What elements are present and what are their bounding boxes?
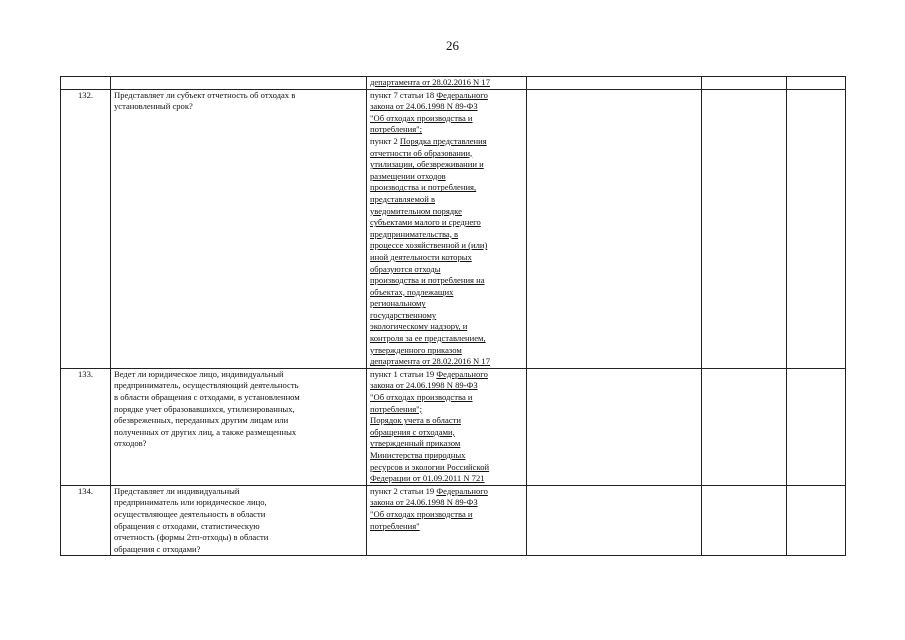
legal-reference-link[interactable]: закона от 24.06.1998 N 89-ФЗ [370, 380, 478, 391]
legal-basis-line [370, 240, 523, 252]
legal-basis-line [370, 333, 523, 345]
question-line: полученных от других лиц, а также размещенных [114, 426, 297, 437]
legal-reference-link[interactable]: закона от 24.06.1998 N 89-ФЗ [370, 101, 478, 112]
question-line: обезвреженных, переданных другим лицам или [114, 415, 289, 426]
legal-reference-link[interactable]: Порядка представления [399, 135, 487, 146]
table-row [61, 77, 846, 90]
empty-cell-a [702, 485, 787, 556]
row-number: 133. [61, 368, 111, 485]
legal-reference-link[interactable]: потребления" [370, 520, 420, 531]
question-line: обращения с отходами? [114, 543, 201, 554]
question-line: установленный срок? [114, 101, 193, 112]
legal-reference-link[interactable]: уведомительном порядке [370, 205, 462, 216]
legal-reference-link[interactable]: отчетности об образовании, [370, 147, 473, 158]
answer-cell [527, 368, 702, 485]
legal-basis-line [370, 473, 523, 485]
legal-reference-link[interactable]: представляемой в [370, 193, 435, 204]
legal-basis-line [370, 427, 523, 439]
page-number: 26 [446, 38, 459, 53]
legal-basis-prefix: пункт 2 статьи 19 [370, 485, 437, 496]
legal-reference-link[interactable]: потребления"; [370, 403, 423, 414]
legal-reference-link[interactable]: размещении отходов [370, 170, 446, 181]
legal-basis-line [370, 206, 523, 218]
legal-reference-link[interactable]: образуются отходы [370, 263, 441, 274]
question-line: обращения с отходами, статистическую [114, 520, 260, 531]
empty-cell-a [702, 77, 787, 90]
legal-reference-link[interactable]: Порядок учета в области [370, 415, 461, 426]
legal-reference-link[interactable]: субъектами малого и среднего [370, 217, 481, 228]
legal-basis-cell [367, 89, 527, 368]
legal-basis-line [370, 298, 523, 310]
legal-basis-line [370, 148, 523, 160]
legal-basis-line [370, 415, 523, 427]
legal-reference-link[interactable]: Федерального [436, 485, 488, 496]
legal-reference-link[interactable]: "Об отходах производства и [370, 112, 473, 123]
question-line: предприниматель или юридическое лицо, [114, 497, 267, 508]
legal-basis-line [370, 521, 523, 533]
legal-reference-link[interactable]: утвержденный приказом [370, 438, 461, 449]
legal-basis-line [370, 321, 523, 333]
question-line: порядке учет образовавшихся, утилизированных, [114, 403, 295, 414]
legal-reference-link[interactable]: региональному [370, 298, 426, 309]
legal-reference-link[interactable]: Федерального [436, 89, 488, 100]
legal-basis-line [370, 450, 523, 462]
empty-cell-a [702, 89, 787, 368]
legal-reference-link[interactable]: процессе хозяйственной и (или) [370, 240, 488, 251]
question-line: осуществляющее деятельность в области [114, 508, 266, 519]
question-line: отходов? [114, 438, 147, 449]
legal-reference-link[interactable]: утвержденного приказом [370, 344, 462, 355]
legal-reference-link[interactable]: потребления"; [370, 124, 423, 135]
legal-basis-line [370, 182, 523, 194]
answer-cell [527, 77, 702, 90]
question-line: отчетность (формы 2тп-отходы) в области [114, 532, 269, 543]
legal-basis-line [370, 404, 523, 416]
legal-basis-line [370, 287, 523, 299]
question-line: Ведет ли юридическое лицо, индивидуальный [114, 368, 284, 379]
legal-basis-line [370, 217, 523, 229]
legal-basis-line [370, 369, 523, 381]
legal-reference-link[interactable]: ресурсов и экологии Российской [370, 461, 490, 472]
legal-basis-line [370, 264, 523, 276]
table-row [61, 485, 846, 556]
answer-cell [527, 89, 702, 368]
legal-reference-link[interactable]: "Об отходах производства и [370, 508, 473, 519]
legal-basis-line [370, 275, 523, 287]
legal-basis-prefix: пункт 2 [370, 135, 400, 146]
legal-basis-line [370, 136, 523, 148]
legal-basis-prefix: пункт 7 статьи 18 [370, 89, 437, 100]
legal-reference-link[interactable]: предпринимательства, в [370, 228, 459, 239]
legal-basis-line [370, 392, 523, 404]
legal-reference-link[interactable]: обращения с отходами, [370, 426, 455, 437]
legal-basis-cell [367, 368, 527, 485]
question-line: Представляет ли субъект отчетность об отходах в [114, 89, 296, 100]
legal-basis-line [370, 229, 523, 241]
empty-cell-b [787, 485, 846, 556]
legal-basis-prefix: пункт 1 статьи 19 [370, 368, 437, 379]
legal-reference-link[interactable]: производства и потребления, [370, 182, 477, 193]
legal-reference-link[interactable]: экологическому надзору, и [370, 321, 468, 332]
legal-basis-line [370, 356, 523, 368]
legal-reference-link[interactable]: закона от 24.06.1998 N 89-ФЗ [370, 497, 478, 508]
checklist-table [60, 76, 846, 556]
question-cell [111, 77, 367, 90]
empty-cell-b [787, 368, 846, 485]
legal-basis-line [370, 101, 523, 113]
legal-reference-link[interactable]: государственному [370, 309, 437, 320]
row-number [61, 77, 111, 90]
checklist-body [61, 77, 846, 556]
legal-basis-line [370, 159, 523, 171]
legal-basis-line [370, 90, 523, 102]
row-number: 134. [61, 485, 111, 556]
legal-reference-link[interactable]: объектах, подлежащих [370, 286, 454, 297]
legal-basis-line [370, 124, 523, 136]
legal-basis-cell [367, 485, 527, 556]
legal-basis-line [370, 438, 523, 450]
question-cell [111, 89, 367, 368]
legal-reference-link[interactable]: иной деятельности которых [370, 251, 472, 262]
legal-basis-line [370, 252, 523, 264]
table-row [61, 89, 846, 368]
legal-basis-line [370, 497, 523, 509]
legal-reference-link[interactable]: Федерального [436, 368, 488, 379]
legal-basis-line [370, 310, 523, 322]
legal-reference-link[interactable]: "Об отходах производства и [370, 392, 473, 403]
question-line: Представляет ли индивидуальный [114, 485, 240, 496]
legal-basis-line [370, 380, 523, 392]
legal-basis-cell [367, 77, 527, 90]
question-line: предприниматель, осуществляющий деятельность [114, 380, 299, 391]
question-cell [111, 485, 367, 556]
legal-basis-line [370, 345, 523, 357]
question-cell [111, 368, 367, 485]
legal-basis-line [370, 486, 523, 498]
legal-basis-line [370, 462, 523, 474]
table-row [61, 368, 846, 485]
question-line: в области обращения с отходами, в установленном [114, 392, 300, 403]
empty-cell-a [702, 368, 787, 485]
legal-reference-link[interactable]: департамента от 28.02.2016 N 17 [370, 77, 490, 87]
legal-basis-line [370, 77, 523, 89]
legal-reference-link[interactable]: Федерации от 01.09.2011 N 721 [370, 473, 485, 484]
legal-basis-line [370, 171, 523, 183]
legal-reference-link[interactable]: производства и потребления на [370, 275, 485, 286]
row-number: 132. [61, 89, 111, 368]
legal-reference-link[interactable]: департамента от 28.02.2016 N 17 [370, 356, 490, 367]
answer-cell [527, 485, 702, 556]
empty-cell-b [787, 77, 846, 90]
legal-reference-link[interactable]: Министерства природных [370, 450, 466, 460]
legal-basis-line [370, 509, 523, 521]
empty-cell-b [787, 89, 846, 368]
legal-basis-line [370, 194, 523, 206]
legal-reference-link[interactable]: контроля за ее представлением, [370, 333, 486, 344]
legal-reference-link[interactable]: утилизации, обезвреживании и [370, 159, 484, 170]
legal-basis-line [370, 113, 523, 125]
